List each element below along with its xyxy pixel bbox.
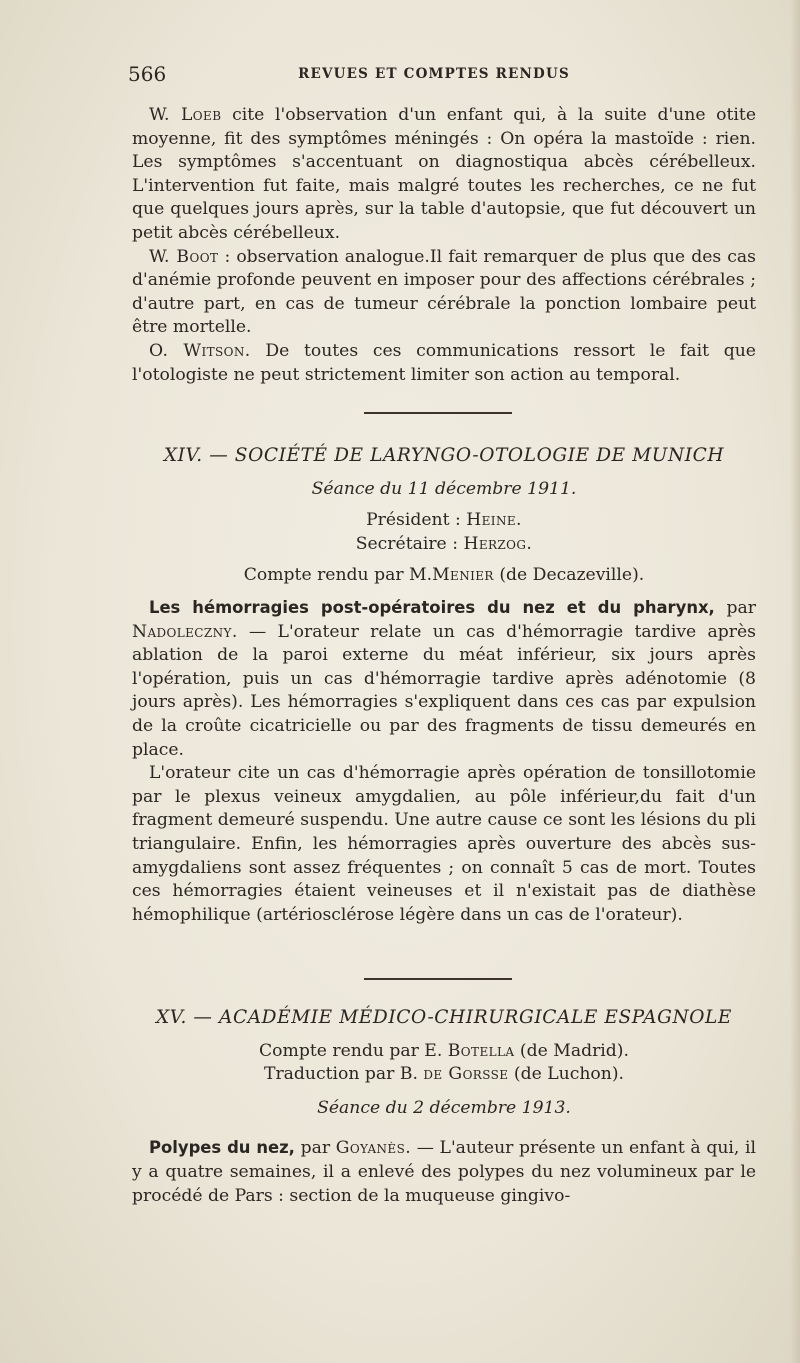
article-text: — L'auteur présente un enfant à qui, il y a quatre semaines, il a enlevé des polypes du nez volumineux par le procédé de Pars : section de la muqueuse gingivo- [132, 1138, 756, 1206]
paragraph-boot [132, 246, 756, 340]
article-nadoleczny-cont: L'orateur cite un cas d'hémorragie après opération de tonsillotomie par le plexus veineux amygdalien, au pôle inférieur,du fait d'un fragment demeuré suspendu. Une autre cause ce sont les lésions du pli triangulaire. Enfin, les hémorragies après ouverture des abcès sus-amygdaliens sont assez fréquentes ; on connaît 5 cas de mort. Toutes ces hémorragies étaient veineuses et il n'existait pas de diathèse hémophilique (artériosclérose légère dans un cas de l'orateur). [132, 763, 756, 925]
translation-label: Traduction par B. [263, 1064, 424, 1085]
report-place: (de Madrid). [514, 1040, 629, 1061]
section-title: XIV. — SOCIÉTÉ DE LARYNGO-OTOLOGIE DE MUNICH [163, 445, 725, 466]
president-label: Président : [366, 510, 467, 531]
paragraph-text: De toutes ces communications ressort le fait que l'otologiste ne peut strictement limiter son action au temporal. [132, 340, 756, 385]
article-author: Goyanès. [335, 1138, 412, 1159]
running-header [128, 62, 740, 90]
president-name: Heine. [466, 510, 522, 531]
paragraph-text: : observation analogue.Il fait remarquer de plus que des cas d'anémie profonde peuvent en imposer pour des affections cérébrales ; d'autre part, en cas de tumeur cérébrale la ponction lombaire peut être mortelle. [132, 246, 756, 338]
author-boot: W. Boot [149, 246, 219, 267]
section-title: XV. — ACADÉMIE MÉDICO-CHIRURGICALE ESPAGNOLE [155, 1007, 733, 1028]
running-title: REVUES ET COMPTES RENDUS [298, 66, 570, 82]
section-divider [364, 412, 512, 414]
session-date: Séance du 11 décembre 1911. [311, 478, 577, 499]
author-loeb: W. Loeb [149, 105, 222, 125]
report-label: Compte rendu par M. [243, 565, 433, 586]
page-number: 566 [128, 62, 167, 86]
report-name: Botella [447, 1040, 515, 1061]
article-by: par [714, 597, 756, 618]
secretary-line [132, 533, 756, 557]
report-name: Menier [432, 565, 494, 586]
article-text: — L'orateur relate un cas d'hémorragie tardive après ablation de la paroi externe du méat inférieur, six jours après l'opération, puis un cas d'hémorragie tardive après adénotomie (8 jours après). Les hémorragies s'expliquent dans ces cas par expulsion de la croûte cicatricielle ou par des fragments de tissu demeurés en place. [132, 621, 756, 760]
section-divider [364, 978, 512, 980]
article-title: Polypes du nez, [149, 1138, 295, 1158]
president-line [132, 509, 756, 533]
article-author: Nadoleczny. [132, 621, 238, 642]
report-line [132, 564, 756, 588]
article-goyanes [132, 1136, 756, 1208]
article-nadoleczny [132, 596, 756, 762]
translation-place: (de Luchon). [508, 1064, 625, 1085]
report-place: (de Decazeville). [493, 565, 645, 586]
session-date: Séance du 2 décembre 1913. [317, 1097, 571, 1118]
section-xv [132, 1006, 756, 1208]
author-witson: O. Witson. [149, 340, 251, 361]
article-by: par [294, 1138, 336, 1159]
translation-name: de Gorsse [423, 1064, 509, 1085]
paragraph-witson [132, 340, 756, 387]
translation-line [132, 1063, 756, 1087]
page-edge-shadow [790, 0, 800, 1363]
intro-block [132, 104, 756, 387]
article-title: Les hémorragies post-opératoires du nez et du pharynx, [149, 597, 715, 617]
secretary-label: Secrétaire : [355, 533, 464, 554]
report-line [132, 1040, 756, 1064]
report-label: Compte rendu par E. [259, 1040, 448, 1061]
paragraph-text: cite l'observation d'un enfant qui, à la suite d'une otite moyenne, fit des symptômes méningés : On opéra la mastoïde : rien. Les symptômes s'accentuant on diagnostiqua abcès cérébelleux. L'intervention fut faite, mais malgré toutes les recherches, ce ne fut que quelques jours après, sur la table d'autopsie, que fut découvert un petit abcès cérébelleux. [132, 105, 756, 243]
secretary-name: Herzog. [463, 533, 533, 554]
section-xiv [132, 444, 756, 927]
paragraph-loeb [132, 104, 756, 246]
